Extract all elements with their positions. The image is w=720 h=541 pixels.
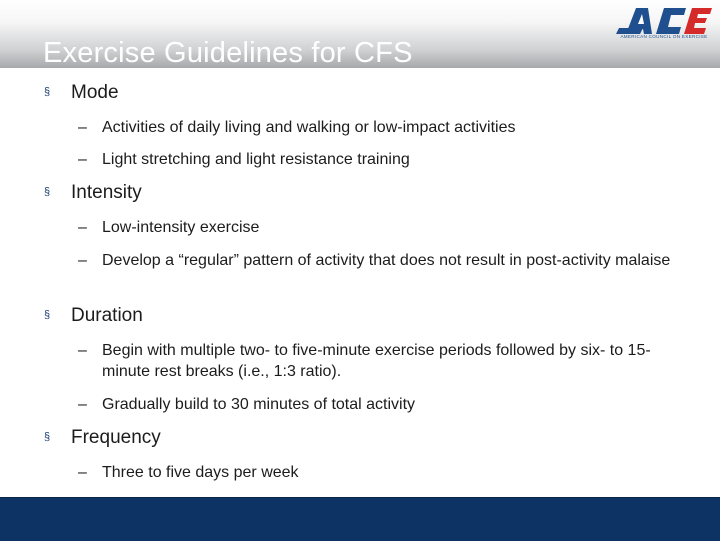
duration-item-2: Gradually build to 30 minutes of total activity xyxy=(102,396,416,413)
sub-bullet-dash: – xyxy=(78,151,87,168)
slide-title: Exercise Guidelines for CFS xyxy=(43,37,413,69)
footer-bar xyxy=(0,497,720,541)
intensity-item-1: Low-intensity exercise xyxy=(102,219,260,236)
sub-bullet-dash: – xyxy=(78,219,87,236)
sub-bullet-dash: – xyxy=(78,342,87,359)
section-heading-frequency: Frequency xyxy=(71,427,161,448)
title-bar xyxy=(0,0,720,68)
duration-item-1: Begin with multiple two- to five-minute exercise periods followed by six- to 15-minute rest breaks (i.e., 1:3 ratio). xyxy=(102,342,651,380)
frequency-item-1: Three to five days per week xyxy=(102,464,299,481)
bullet-marker: § xyxy=(44,431,51,443)
bullet-marker: § xyxy=(44,309,51,321)
sub-bullet-dash: – xyxy=(78,252,87,269)
section-heading-intensity: Intensity xyxy=(71,182,142,203)
mode-item-2: Light stretching and light resistance training xyxy=(102,151,410,168)
logo-tagline: AMERICAN COUNCIL ON EXERCISE xyxy=(620,34,708,39)
sub-bullet-dash: – xyxy=(78,119,87,136)
bullet-marker: § xyxy=(44,86,51,98)
mode-item-1: Activities of daily living and walking or low-impact activities xyxy=(102,119,516,136)
intensity-item-2: Develop a “regular” pattern of activity that does not result in post-activity malaise xyxy=(102,252,671,269)
sub-bullet-dash: – xyxy=(78,396,87,413)
section-heading-duration: Duration xyxy=(71,305,143,326)
section-heading-mode: Mode xyxy=(71,82,119,103)
bullet-marker: § xyxy=(44,186,51,198)
sub-bullet-dash: – xyxy=(78,464,87,481)
